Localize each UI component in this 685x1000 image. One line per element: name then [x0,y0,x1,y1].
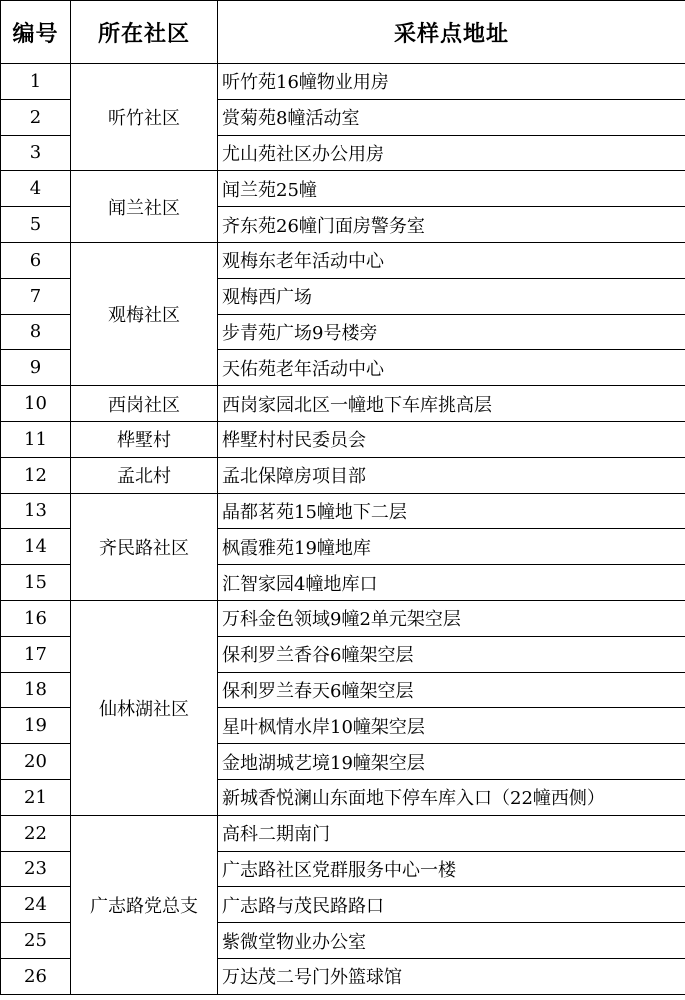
community-cell: 闻兰社区 [71,171,218,243]
address-cell: 保利罗兰春天6幢架空层 [218,672,685,708]
row-number: 1 [1,64,71,100]
row-number: 22 [1,815,71,851]
community-cell: 齐民路社区 [71,493,218,600]
row-number: 13 [1,493,71,529]
address-cell: 听竹苑16幢物业用房 [218,64,685,100]
header-row [1,1,685,64]
row-number: 23 [1,851,71,887]
address-cell: 观梅东老年活动中心 [218,242,685,278]
table-row [1,600,685,636]
address-cell: 天佑苑老年活动中心 [218,350,685,386]
header-community: 所在社区 [71,1,218,64]
community-cell: 西岗社区 [71,386,218,422]
table-row [1,64,685,100]
row-number: 12 [1,457,71,493]
address-cell: 广志路社区党群服务中心一楼 [218,851,685,887]
community-cell: 广志路党总支 [71,815,218,994]
address-cell: 齐东苑26幢门面房警务室 [218,207,685,243]
row-number: 8 [1,314,71,350]
row-number: 17 [1,636,71,672]
address-cell: 枫霞雅苑19幢地库 [218,529,685,565]
address-cell: 桦墅村村民委员会 [218,421,685,457]
row-number: 21 [1,779,71,815]
address-cell: 晶都茗苑15幢地下二层 [218,493,685,529]
row-number: 14 [1,529,71,565]
address-cell: 万科金色领域9幢2单元架空层 [218,600,685,636]
row-number: 26 [1,958,71,994]
table-row [1,457,685,493]
table-body [1,64,685,995]
row-number: 4 [1,171,71,207]
row-number: 5 [1,207,71,243]
address-cell: 孟北保障房项目部 [218,457,685,493]
row-number: 19 [1,708,71,744]
address-cell: 保利罗兰香谷6幢架空层 [218,636,685,672]
table-row [1,171,685,207]
address-cell: 高科二期南门 [218,815,685,851]
address-cell: 星叶枫情水岸10幢架空层 [218,708,685,744]
address-cell: 赏菊苑8幢活动室 [218,99,685,135]
address-cell: 步青苑广场9号楼旁 [218,314,685,350]
row-number: 15 [1,565,71,601]
row-number: 20 [1,744,71,780]
community-cell: 听竹社区 [71,64,218,171]
row-number: 18 [1,672,71,708]
header-number: 编号 [1,1,71,64]
address-cell: 万达茂二号门外篮球馆 [218,958,685,994]
row-number: 9 [1,350,71,386]
address-cell: 广志路与茂民路路口 [218,887,685,923]
address-cell: 新城香悦澜山东面地下停车库入口（22幢西侧） [218,779,685,815]
community-cell: 仙林湖社区 [71,600,218,815]
table-row [1,493,685,529]
header-address: 采样点地址 [218,1,685,64]
row-number: 7 [1,278,71,314]
row-number: 2 [1,99,71,135]
address-cell: 观梅西广场 [218,278,685,314]
address-cell: 尤山苑社区办公用房 [218,135,685,171]
row-number: 24 [1,887,71,923]
community-cell: 观梅社区 [71,242,218,385]
table-row [1,815,685,851]
table-row [1,386,685,422]
row-number: 16 [1,600,71,636]
row-number: 6 [1,242,71,278]
community-cell: 孟北村 [71,457,218,493]
address-cell: 紫微堂物业办公室 [218,923,685,959]
address-cell: 西岗家园北区一幢地下车库挑高层 [218,386,685,422]
community-cell: 桦墅村 [71,421,218,457]
table-row [1,242,685,278]
row-number: 10 [1,386,71,422]
address-cell: 汇智家园4幢地库口 [218,565,685,601]
row-number: 11 [1,421,71,457]
address-cell: 闻兰苑25幢 [218,171,685,207]
table-row [1,421,685,457]
row-number: 3 [1,135,71,171]
address-cell: 金地湖城艺境19幢架空层 [218,744,685,780]
row-number: 25 [1,923,71,959]
